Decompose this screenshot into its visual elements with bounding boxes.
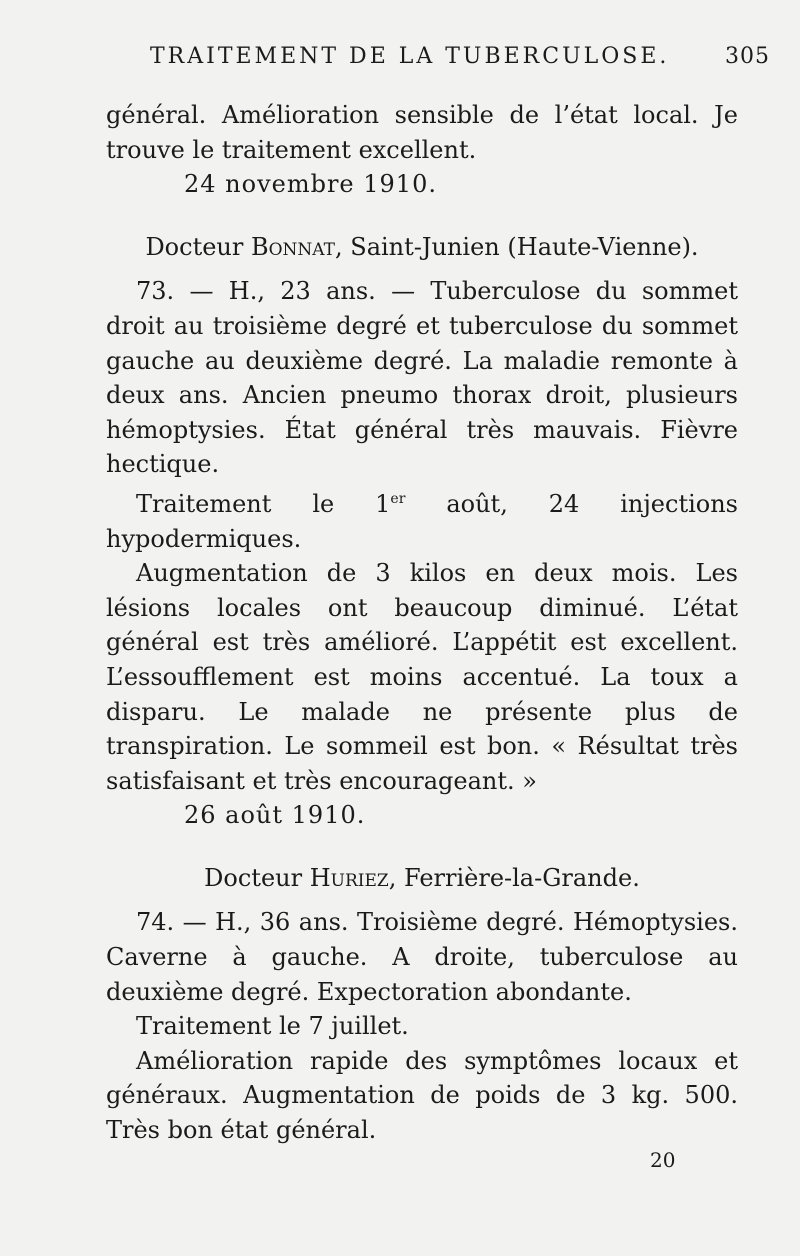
page-number: 305	[725, 44, 770, 69]
doctor-prefix: Docteur	[204, 863, 310, 892]
doctor-location: , Saint-Junien (Haute-Vienne).	[335, 232, 699, 261]
doctor-prefix: Docteur	[145, 232, 251, 261]
date-line: 26 août 1910.	[184, 801, 366, 830]
doctor-heading	[106, 230, 738, 265]
doctor-location: , Ferrière-la-Grande.	[388, 863, 640, 892]
treatment-text-end: août, 24 injections hypodermiques.	[106, 489, 738, 553]
case-description: 73. — H., 23 ans. — Tuberculose du sommet droit au troisième degré et tuberculose du sommet gauche au deuxième degré. La maladie remonte à deux ans. Ancien pneumo thorax droit, plusieurs hémoptysies. État général très mauvais. Fièvre hectique.	[106, 277, 738, 479]
doctor-heading	[106, 861, 738, 896]
date-line: 24 novembre 1910.	[184, 170, 437, 199]
ordinal-superscript: er	[390, 490, 406, 507]
doctor-name: Bonnat	[250, 232, 335, 261]
result-paragraph: Amélioration rapide des symptômes locaux et généraux. Augmentation de poids de 3 kg. 500. Très bon état général.	[106, 1046, 738, 1145]
running-header	[150, 44, 770, 69]
paragraph-continuation: général. Amélioration sensible de l’état local. Je trouve le traitement excellent.	[106, 101, 738, 164]
treatment-paragraph: Traitement le 7 juillet.	[136, 1012, 409, 1041]
treatment-text: Traitement le 1	[136, 489, 391, 518]
doctor-name: Huriez	[309, 863, 389, 892]
running-title: TRAITEMENT DE LA TUBERCULOSE.	[150, 44, 670, 69]
result-paragraph: Augmentation de 3 kilos en deux mois. Les lésions locales ont beaucoup diminué. L’état général est très amélioré. L’appétit est excellent. L’essoufflement est moins accentué. La toux a disparu. Le malade ne présente plus de transpiration. Le sommeil est bon. « Résultat très satisfaisant et très encourageant. »	[106, 559, 738, 795]
treatment-paragraph	[106, 482, 738, 556]
page-body	[106, 98, 738, 1148]
signature-mark: 20	[650, 1148, 676, 1172]
case-description: 74. — H., 36 ans. Troisième degré. Hémoptysies. Caverne à gauche. A droite, tuberculose au deuxième degré. Expectoration abondante.	[106, 908, 738, 1006]
